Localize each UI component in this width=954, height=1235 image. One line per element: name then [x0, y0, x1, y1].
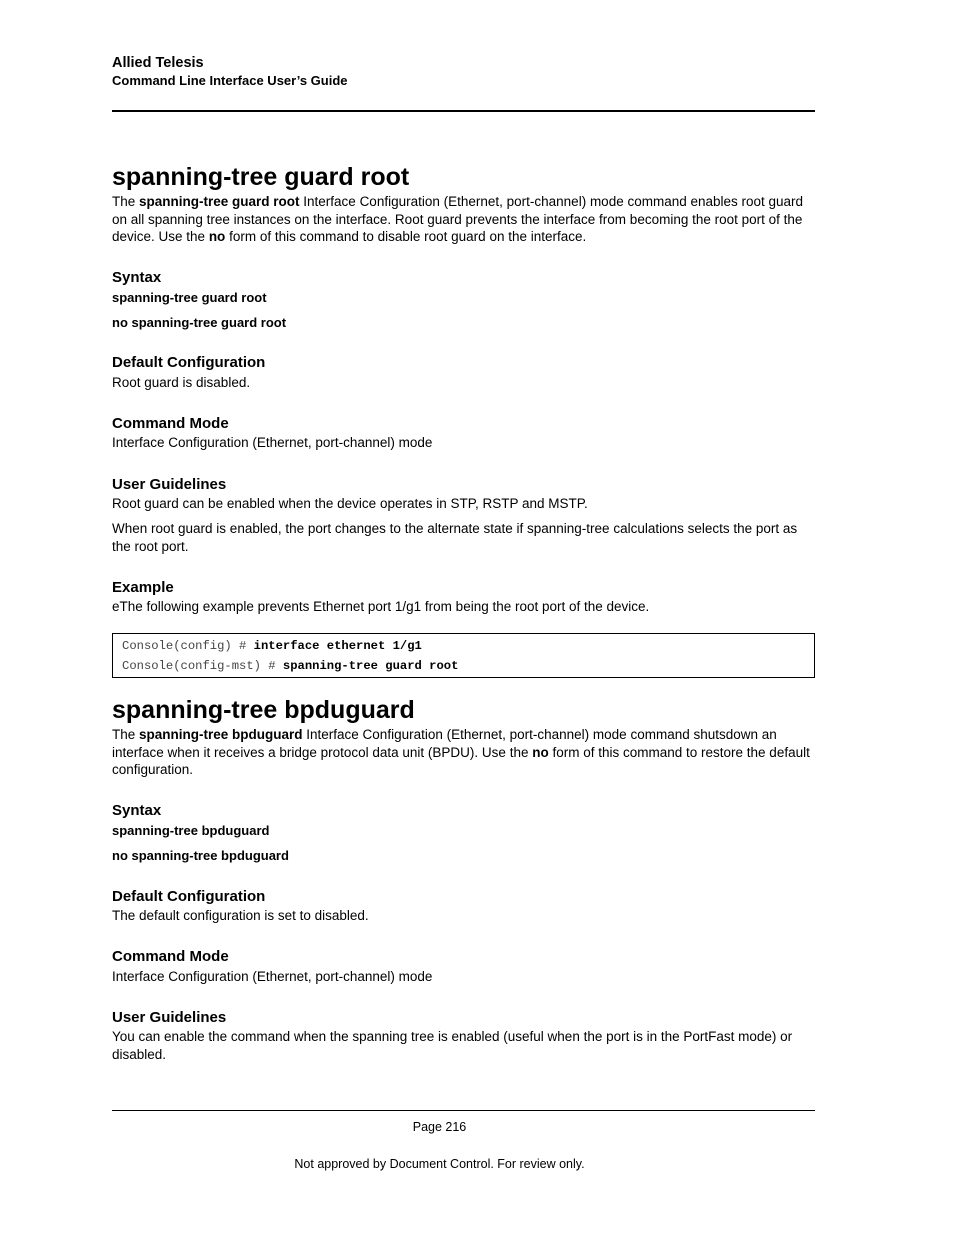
- syntax-line: spanning-tree bpduguard: [112, 823, 270, 838]
- header-divider: [112, 110, 815, 112]
- page-number: Page 216: [412, 1120, 467, 1134]
- default-config-heading: Default Configuration: [112, 888, 266, 905]
- code-example-box: [112, 633, 815, 678]
- header-guide-title: Command Line Interface User’s Guide: [112, 73, 348, 88]
- syntax-heading: Syntax: [112, 269, 162, 286]
- command-mode-heading: Command Mode: [112, 948, 229, 965]
- section-intro: The spanning-tree bpduguard Interface Configuration (Ethernet, port-channel) mode command shutsdown an interface when it receives a bridge protocol data unit (BPDU). Use the no form of this command to restore the default configuration.: [112, 727, 810, 777]
- section-intro: The spanning-tree guard root Interface Configuration (Ethernet, port-channel) mode command enables root guard on all spanning tree instances on the interface. Root guard prevents the interface from becoming the root port of the device. Use the no form of this command to disable root guard on the interface.: [112, 194, 804, 244]
- default-config-text: Root guard is disabled.: [112, 375, 251, 390]
- user-guidelines-text: When root guard is enabled, the port changes to the alternate state if spanning-tree calculations selects the port as the root port.: [112, 521, 798, 554]
- code-line: Console(config-mst) # spanning-tree guard root: [122, 659, 459, 673]
- section-title-bpduguard: spanning-tree bpduguard: [112, 696, 415, 724]
- footer-divider: [112, 1110, 815, 1111]
- example-text: eThe following example prevents Ethernet port 1/g1 from being the root port of the device.: [112, 599, 650, 614]
- syntax-line: spanning-tree guard root: [112, 290, 267, 305]
- syntax-line: no spanning-tree bpduguard: [112, 848, 289, 863]
- example-heading: Example: [112, 579, 174, 596]
- syntax-heading: Syntax: [112, 802, 162, 819]
- default-config-heading: Default Configuration: [112, 354, 266, 371]
- syntax-line: no spanning-tree guard root: [112, 315, 287, 330]
- default-config-text: The default configuration is set to disabled.: [112, 908, 369, 923]
- user-guidelines-text: Root guard can be enabled when the device operates in STP, RSTP and MSTP.: [112, 496, 588, 511]
- section-title-guard-root: spanning-tree guard root: [112, 163, 410, 191]
- command-mode-text: Interface Configuration (Ethernet, port-channel) mode: [112, 435, 433, 450]
- user-guidelines-heading: User Guidelines: [112, 1009, 227, 1026]
- command-mode-text: Interface Configuration (Ethernet, port-channel) mode: [112, 969, 433, 984]
- user-guidelines-text: You can enable the command when the spanning tree is enabled (useful when the port is in the PortFast mode) or disabled.: [112, 1029, 793, 1062]
- user-guidelines-heading: User Guidelines: [112, 476, 227, 493]
- header-company: Allied Telesis: [112, 55, 204, 71]
- command-mode-heading: Command Mode: [112, 415, 229, 432]
- review-notice: Not approved by Document Control. For review only.: [294, 1157, 585, 1171]
- code-line: Console(config) # interface ethernet 1/g1: [122, 639, 422, 653]
